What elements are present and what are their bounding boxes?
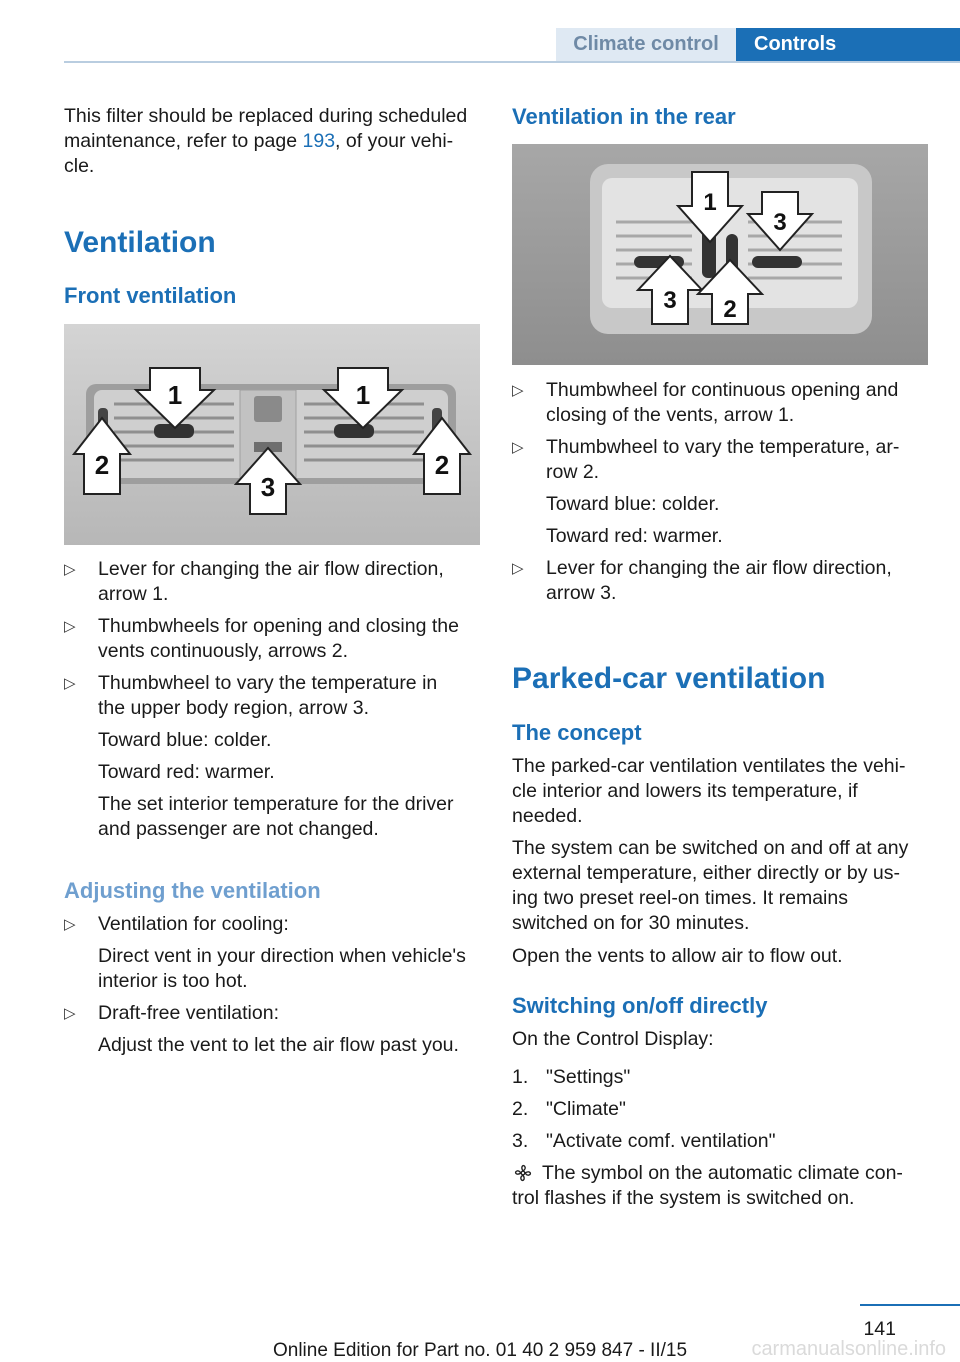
page-link-193[interactable]: 193 [302,130,336,152]
bullet-marker-icon: ▷ [512,439,524,456]
fan-icon [514,1164,532,1182]
bullet-text: row 2. [546,461,600,483]
step-text: "Activate comf. ventilation" [546,1130,776,1152]
bullet-note: Toward red: warmer. [546,525,723,547]
list-item [512,1097,932,1122]
header-rule [64,61,960,63]
watermark: carmanualsonline.info [751,1338,946,1360]
switch-intro: On the Control Display: [512,1028,714,1050]
front-fig-label-1a: 1 [167,380,183,410]
paragraph-line: cle interior and lowers its temperature, if [512,780,858,802]
heading-front-ventilation: Front ventilation [64,283,237,308]
bullet-note: Toward blue: colder. [98,729,272,751]
paragraph-line: switched on for 30 minutes. [512,912,750,934]
heading-rear-ventilation: Ventilation in the rear [512,104,736,129]
bullet-text: Ventilation for cooling: [98,913,289,935]
footer-edition: Online Edition for Part no. 01 40 2 959 847 - II/15 [272,1340,688,1361]
bullet-note: Toward red: warmer. [98,761,275,783]
symbol-line-1: The symbol on the automatic climate con- [542,1162,903,1184]
bullet-text: arrow 1. [98,583,169,605]
bullet-text: closing of the vents, arrow 1. [546,404,795,426]
bullet-marker-icon: ▷ [512,382,524,399]
bullet-text: Draft-free ventilation: [98,1002,279,1024]
step-number: 3. [512,1130,529,1152]
intro-line-2-pre: maintenance, refer to page [64,130,303,152]
intro-line-2-post: , of your vehi- [335,130,454,152]
header-chapter-tab[interactable]: Controls [736,28,960,63]
step-number: 2. [512,1098,529,1120]
front-fig-label-1b: 1 [355,380,371,410]
bullet-note: interior is too hot. [98,970,248,992]
heading-ventilation: Ventilation [64,226,216,259]
bullet-marker-icon: ▷ [512,560,524,577]
step-text: "Settings" [546,1066,631,1088]
list-item [512,1065,932,1090]
symbol-paragraph [512,1161,932,1211]
heading-the-concept: The concept [512,720,642,745]
rear-vent-illustration [512,144,928,365]
bullet-text: Thumbwheels for opening and closing the [98,615,459,637]
front-fig-label-2b: 2 [434,450,450,480]
bullet-text: Lever for changing the air flow direction, [98,558,444,580]
bullet-marker-icon: ▷ [64,916,76,933]
intro-line-1: This filter should be replaced during scheduled [64,105,468,127]
rear-fig-label-3b: 3 [663,287,677,314]
paragraph-line: The system can be switched on and off at any [512,837,909,859]
concept-paragraph-3: Open the vents to allow air to flow out. [512,945,843,967]
bullet-text: vents continuously, arrows 2. [98,640,349,662]
header-section-tab[interactable]: Climate control [556,28,736,61]
rear-fig-label-2: 2 [723,296,737,323]
heading-switching-on-off: Switching on/off directly [512,993,768,1018]
bullet-text: Lever for changing the air flow direction, [546,557,892,579]
bullet-text: Thumbwheel to vary the temperature in [98,672,438,694]
bullet-marker-icon: ▷ [64,1005,76,1022]
front-fig-label-2a: 2 [94,450,110,480]
page-number: 141 [863,1318,896,1340]
paragraph-line: external temperature, either directly or by us- [512,862,901,884]
bullet-marker-icon: ▷ [64,561,76,578]
bullet-marker-icon: ▷ [64,675,76,692]
intro-line-3: cle. [64,155,95,177]
paragraph-line: The parked-car ventilation ventilates the vehi- [512,755,906,777]
concept-paragraph-2 [512,836,932,936]
paragraph-line: needed. [512,805,583,827]
front-vent-illustration [64,324,480,545]
bullet-note: Adjust the vent to let the air flow past you. [98,1034,459,1056]
front-fig-label-3: 3 [260,472,276,502]
footer-rule [860,1304,960,1306]
bullet-note: The set interior temperature for the driver [98,793,454,815]
concept-paragraph-1 [512,754,932,829]
paragraph-line: ing two preset reel-on times. It remains [512,887,848,909]
symbol-line-2: trol flashes if the system is switched on. [512,1187,855,1209]
heading-adjusting-ventilation: Adjusting the ventilation [64,878,321,903]
bullet-note: and passenger are not changed. [98,818,379,840]
bullet-note: Direct vent in your direction when vehicle's [98,945,466,967]
front-ventilation-figure [64,324,480,545]
bullet-note: Toward blue: colder. [546,493,720,515]
step-text: "Climate" [546,1098,626,1120]
rear-fig-label-3a: 3 [773,209,787,236]
heading-parked-car-ventilation: Parked-car ventilation [512,662,826,695]
bullet-marker-icon: ▷ [64,618,76,635]
list-item [512,1129,932,1154]
intro-line-2 [64,129,453,154]
rear-fig-label-1: 1 [703,189,717,216]
step-number: 1. [512,1066,529,1088]
rear-ventilation-figure [512,144,928,365]
bullet-text: Thumbwheel for continuous opening and [546,379,899,401]
bullet-text: the upper body region, arrow 3. [98,697,370,719]
bullet-text: arrow 3. [546,582,617,604]
bullet-text: Thumbwheel to vary the temperature, ar- [546,436,900,458]
